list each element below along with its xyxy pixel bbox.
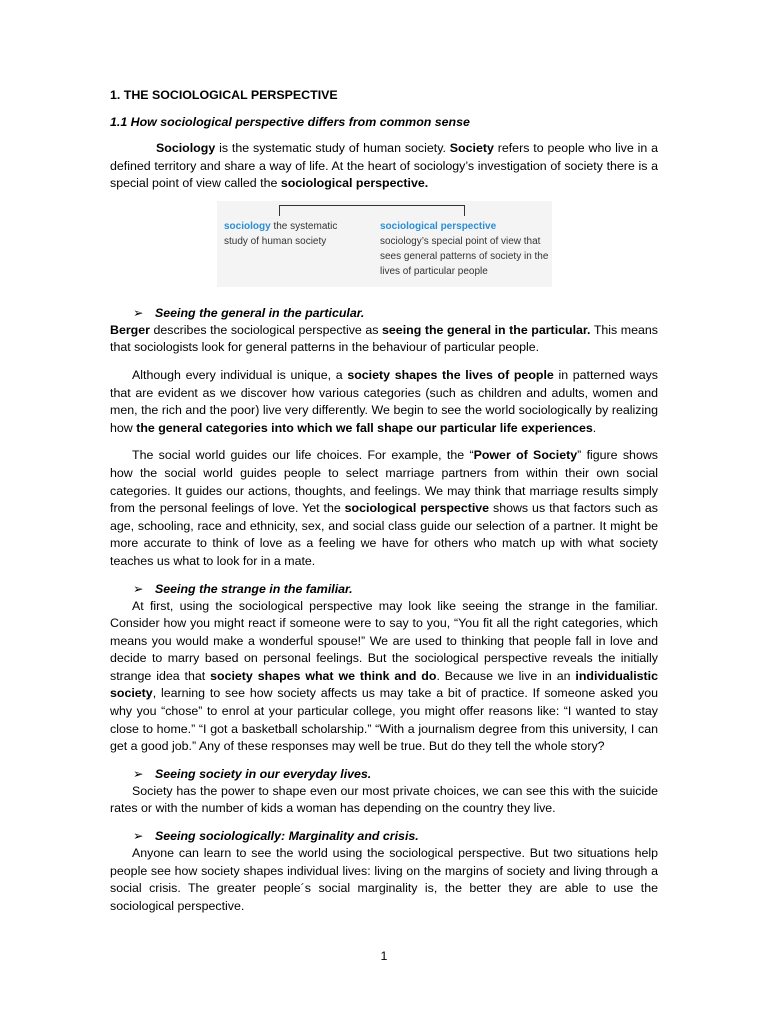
bullet-general-in-particular: ➢ Seeing the general in the particular. bbox=[133, 305, 365, 320]
paragraph-strange-familiar: At first, using the sociological perspective may look like seeing the strange in the familiar. Consider how you might react if someone were to say to you, “You fit all the right categories, which means you would make a wonderful spouse!” We are used to thinking that people fall in love and decide to marry based on personal feelings. But the sociological perspective reveals the initially strange idea that society shapes what we think and do. Because we live in an individualistic society, learning to see how society affects us may take a bit of practice. If someone asked you why you “chose” to enrol at your particular college, you might offer reasons like: “I wanted to stay close to home.” “I got a basketball scholarship.” “With a journalism degree from this university, I can get a good job.” Any of these responses may well be true. But do they tell the whole story? bbox=[110, 598, 658, 754]
arrow-bullet-icon: ➢ bbox=[133, 766, 144, 781]
arrow-bullet-icon: ➢ bbox=[133, 305, 144, 320]
paragraph-social-world: The social world guides our life choices. For example, the “Power of Society” figure shows how the social world guides people to select marriage partners from within their own social categories. It guides our actions, thoughts, and feelings. We may think that marriage results simply from the personal feelings of love. Yet the sociological perspective shows us that factors such as age, schooling, race and ethnicity, sex, and social class guide our selection of a partner. It might be more accurate to think of love as a feeling we have for others who match up with what society teaches us what to look for in a mate. bbox=[110, 448, 658, 568]
term-society: Society bbox=[449, 141, 494, 155]
definition-sociology: sociology the systematic study of human society bbox=[224, 220, 338, 247]
page-number: 1 bbox=[380, 949, 388, 963]
subsection-heading: 1.1 How sociological perspective differs from common sense bbox=[110, 115, 470, 129]
section-heading: 1. THE SOCIOLOGICAL PERSPECTIVE bbox=[110, 88, 338, 102]
intro-paragraph: Sociology is the systematic study of human society. Society refers to people who live in a defined territory and share a way of life. At the heart of sociology’s investigation of society there is a special point of view called the sociological perspective. bbox=[110, 141, 659, 191]
figure-bracket bbox=[279, 205, 465, 216]
paragraph-everyday-lives: Society has the power to shape even our most private choices, we can see this with the suicide rates or with the number of kids a woman has depending on the country they live. bbox=[110, 783, 658, 816]
arrow-bullet-icon: ➢ bbox=[133, 829, 144, 844]
definition-figure-wrap bbox=[110, 201, 658, 291]
definition-sociological-perspective: sociological perspective sociology’s special point of view that sees general patterns of society in the lives of particular people bbox=[380, 220, 549, 277]
bullet-strange-in-familiar: ➢ Seeing the strange in the familiar. bbox=[133, 581, 353, 596]
paragraph-marginality: Anyone can learn to see the world using the sociological perspective. But two situations help people see how society shapes individual lives: living on the margins of society and living through a social crisis. The greater people´s social marginality is, the better they are able to use the sociological perspective. bbox=[110, 846, 658, 913]
definition-figure bbox=[217, 201, 552, 287]
document-page bbox=[110, 87, 658, 915]
paragraph-individual-unique: Although every individual is unique, a society shapes the lives of people in patterned ways that are evident as we discover how various categories (such as children and adults, women and men, the rich and the poor) live very differently. We begin to see the world sociologically by realizing how the general categories into which we fall shape our particular life experiences. bbox=[110, 367, 659, 435]
term-sociological-perspective: sociological perspective. bbox=[280, 176, 429, 191]
term-sociology: Sociology bbox=[156, 141, 216, 155]
bullet-marginality-crisis: ➢ Seeing sociologically: Marginality and crisis. bbox=[133, 829, 419, 844]
arrow-bullet-icon: ➢ bbox=[133, 581, 144, 596]
paragraph-berger: Berger describes the sociological perspective as seeing the general in the particular. This means that sociologists look for general patterns in the behaviour of particular people. bbox=[110, 322, 658, 355]
bullet-everyday-lives: ➢ Seeing society in our everyday lives. bbox=[133, 766, 372, 781]
